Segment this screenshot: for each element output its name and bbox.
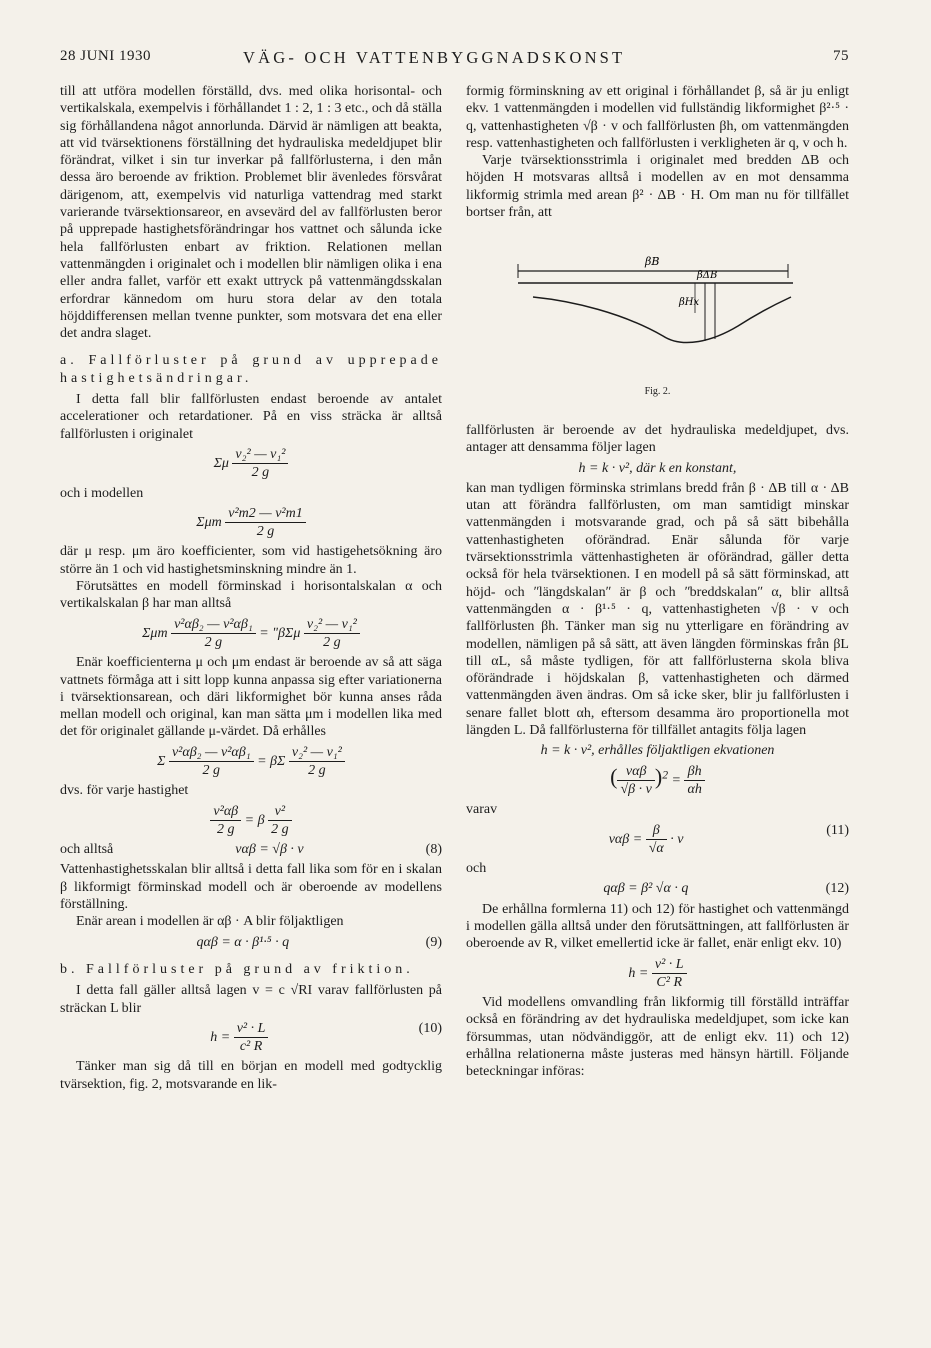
page-number: 75 bbox=[833, 48, 849, 64]
equation-5: $\frac{\text{v²αβ}}{2 g}$ = β $\frac{\text{v²}}{2 g}$ bbox=[60, 803, 442, 839]
section-heading-a: a. Fallförluster på grund av upprepade hastighetsändringar. bbox=[60, 353, 442, 386]
label-beta-delta-b: βΔB bbox=[696, 270, 717, 282]
equation-intro: h = k · v², erhålles följaktligen ekvationen bbox=[540, 743, 775, 759]
equation-8: och alltså vαβ = √β · v (8) bbox=[60, 842, 442, 858]
figure-caption: Fig. 2. bbox=[644, 385, 671, 397]
equation-10: h = $\frac{\text{v² · L}}{\text{c² R}}$ (10) bbox=[210, 1020, 442, 1055]
paragraph: Enär arean i modellen är αβ · A blir följaktligen bbox=[76, 914, 344, 930]
equation-law: h = k · v², där k en konstant, bbox=[578, 460, 737, 476]
running-header-title: VÄG- OCH VATTENBYGGNADSKONST bbox=[243, 48, 626, 67]
paragraph: där μ resp. μm äro koefficienter, som vid hastigehetsökning äro större än 1 och vid hastighetsminskning mindre än 1. bbox=[60, 544, 442, 577]
paragraph: Varje tvärsektionsstrimla i originalet med bredden ΔB och höjden H motsvaras alltså i modellen av en mot densamma likformig strimla med arean β² · ΔB · H. Om man nu för tillfället bortser från, att bbox=[466, 153, 849, 221]
right-column bbox=[466, 83, 849, 1081]
running-header-date: 28 JUNI 1930 bbox=[60, 48, 151, 64]
paragraph: Vid modellens omvandling från likformig till förställd inträffar också en förändring av det hydrauliska medeldjupet, som icke kan försummas, utan nödvändiggör, att de enligt ekv. 11) och 12) erhållna relationerna måste justeras med hänsyn härtill. Följande beteckningar införas: bbox=[466, 995, 849, 1080]
equation-1: Σμ $\frac{\text{v₂² — v₁²}}{2 g}$ bbox=[60, 446, 442, 482]
section-heading-b: b. Fallförluster på grund av friktion. bbox=[60, 961, 414, 977]
equation-4: Σ $\frac{\text{v²αβ₂ — v²αβ₁}}{2 g}$ = βΣ $\frac{\text{v₂² — v₁²}}{2 g}$ bbox=[60, 744, 442, 780]
paragraph: dvs. för varje hastighet bbox=[60, 783, 189, 799]
equation-12: qαβ = β² √α · q (12) bbox=[603, 881, 849, 897]
paragraph: kan man tydligen förminska strimlans bredd från β · ΔB till α · ΔB utan att förändra fallförlusten, om man samtidigt minskar vattenmängden i motsvarande grad, och på så sätt bibehålla vattenhastigheten oförändrad. Enär sålunda för varje tvärsektionsstrimla vättenhastigheten är oförändrad, gäller detta också för hela tvärsektionen. I en modell på så sätt förminskad, att höjd- och ʺlängdskalanʺ är β och ʺbreddskalanʺ α, blir alltså vattenmängden α · β¹·⁵ · q, vattenhastigheten √β · v och fallförlusten βh. Tänker man sig nu ytterligare en förändring av modellen, nämligen på så sätt, att även längden förminskas från βL till αL, så måste tydligen, för att fallförlusterna skola bliva oförändrade i höjdskalan β, vattenhastigheten och därmed vattenmängden även ändras. Om så icke sker, blir ju fallförlusten i senare fallet blott αh, eftersom desamma äro proportionella mot längden L. Då fallförlusterna för tillfället antagits följa lagen bbox=[466, 480, 849, 739]
label-beta-b: βB bbox=[644, 255, 659, 269]
label-och: och bbox=[466, 861, 487, 877]
paragraph: I detta fall gäller alltså lagen v = c √RI varav fallförlusten på sträckan L blir bbox=[60, 983, 442, 1016]
paragraph: Enär koefficienterna μ och μm endast är beroende av så att säga vattnets förmåga att i sitt lopp kunna anpassa sig efter variationerna i tvärsektionsarean, och däri likformighet bör kunna anses råda mellan modell och original, kan man sätta μm i modellen lika med det för originalet gällande μ-värdet. Då erhålles bbox=[60, 655, 442, 740]
equation-ratio: ( $\frac{\text{vαβ}}{√\beta \cdot v}$ )$^2$ = $\frac{\beta h}{\alpha h}$ bbox=[466, 763, 849, 799]
equation-9: qαβ = α · β¹·⁵ · q (9) bbox=[196, 934, 442, 950]
paragraph: I detta fall blir fallförlusten endast beroende av antalet accelerationer och retardationer. På en viss sträcka är alltså fallförlusten i originalet bbox=[60, 392, 442, 442]
equation-3: Σμm $\frac{\text{v²αβ₂ — v²αβ₁}}{2 g}$ = ʺβΣμ $\frac{\text{v₂² — v₁²}}{2 g}$ bbox=[60, 616, 442, 652]
equation-11: vαβ = $\frac{\beta}{√\alpha}$ · v (11) bbox=[608, 822, 849, 856]
paragraph: Tänker man sig då till en början en modell med godtycklig tvärsektion, fig. 2, motsvarande en lik- bbox=[60, 1059, 442, 1092]
paragraph: formig förminskning av ett original i förhållandet β, så är ju enligt ekv. 1 vattenmängden i modellen vid fullständig likformighet β²·⁵ · q, vattenhastigheten √β · v och fallförlusten βh, om vattenmängden resp. vattenhastigheten och fallförlusten i verkligheten är q, v och h. bbox=[466, 84, 849, 151]
label-beta-h: βHx bbox=[678, 297, 699, 309]
paragraph: Vattenhastighetsskalan blir alltså i detta fall lika som för en i skalan β likformigt förminskad modell och är oberoende av modellens förställning. bbox=[60, 862, 442, 913]
figure-2 bbox=[466, 231, 849, 376]
paragraph: Förutsättes en modell förminskad i horisontalskalan α och vertikalskalan β har man alltså bbox=[60, 579, 442, 612]
equation-13: h = $\frac{\text{v² · L}}{\text{C² R}}$ bbox=[466, 956, 849, 992]
cross-section-diagram bbox=[473, 231, 843, 371]
equation-2: Σμm $\frac{\text{v²m2 — v²m1}}{2 g}$ bbox=[60, 505, 442, 541]
paragraph: fallförlusten är beroende av det hydrauliska medeldjupet, dvs. antager att densamma följer lagen bbox=[466, 422, 849, 456]
label-varav: varav bbox=[466, 802, 498, 818]
paragraph: De erhållna formlerna 11) och 12) för hastighet och vattenmängd i modellen gälla alltså under den förutsättningen, att fallförlusten är oberoende av R, vilket emellertid icke är fallet, enär enligt ekv. 10) bbox=[466, 901, 849, 952]
left-column bbox=[60, 83, 442, 1093]
paragraph: och i modellen bbox=[60, 485, 144, 501]
paragraph: till att utföra modellen förställd, dvs. med olika horisontal- och vertikalskala, exempelvis i förhållandet 1 : 2, 1 : 3 etc., och då ställa sig förhållandena något annorlunda. Därvid är nämligen att beakta, att vid tvärsektionens förställning det hydrauliska medeldjupet blir förändrat, vilket i sin tur inverkar på fallförlusterna, i den mån dessa äro beroende av friktion. Problemet blir ävenledes försvårat därigenom, att, exempelvis vid naturliga vattendrag med starkt varierande tvärsektionsareor, en avsevärd del av fallförlusten beror på upprepade hastighetsförändringar hos vattnet och sålunda icke hela fallförlusten enbart av friktion. Relationen mellan vattenmängden i originalet och i modellen blir nämligen olika i ena eller andra fallet, varför ett exakt uttryck på vattenmängdsskalan erfordrar kännedom om huru stora delar av den totala höjddifferensen mellan tvenne punkter, som motsvara det ena eller det andra slaget. bbox=[60, 84, 442, 342]
